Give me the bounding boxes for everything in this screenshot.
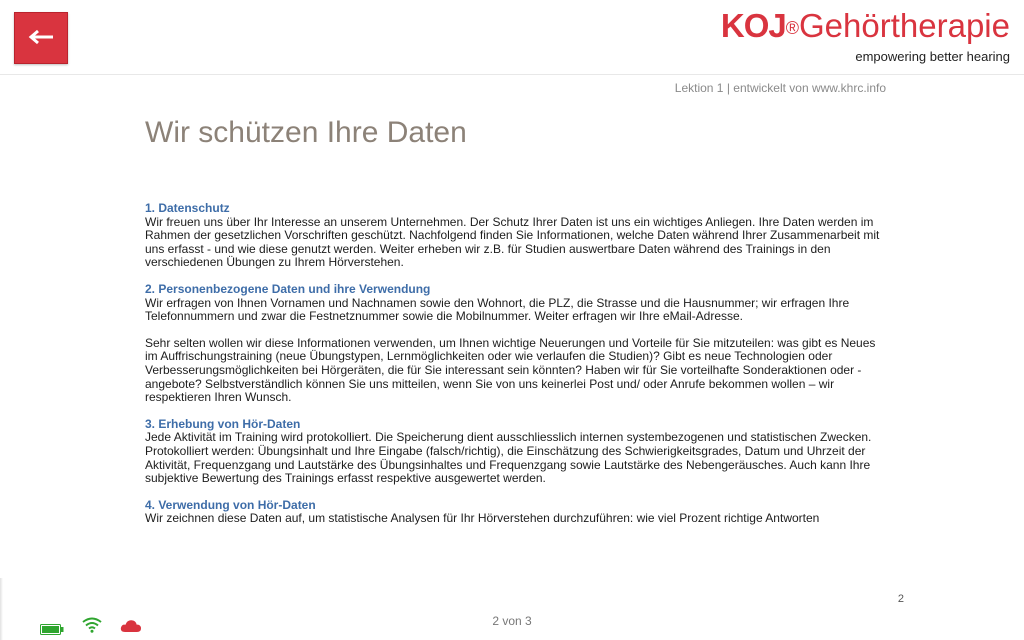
logo-brand: KOJ — [720, 7, 786, 44]
section-verwendung-hoer-daten — [145, 499, 885, 526]
section-title: 3. Erhebung von Hör-Daten — [145, 416, 301, 431]
section-paragraph: Wir freuen uns über Ihr Interesse an unserem Unternehmen. Der Schutz Ihrer Daten ist uns ein wichtiges Anliegen. Ihre Daten werden im Rahmen der gesetzlichen Vorschriften geschützt. Nachfolgend finden Sie Informationen, welche Daten während Ihrer Zusammenarbeit mit uns erfasst - und wie diese genutzt werden. Weiter erheben wir z.B. für Studien auswertbare Daten während des Trainings in den verschiedenen Übungen zu Ihrem Hörverstehen. — [145, 214, 880, 270]
page-indicator: 2 von 3 — [492, 614, 532, 628]
section-title: 1. Datenschutz — [145, 202, 230, 215]
lesson-info: Lektion 1 | entwickelt von www.khrc.info — [674, 81, 886, 95]
section-paragraph: Wir zeichnen diese Daten auf, um statistische Analysen für Ihr Hörverstehen durchzuführen: wie viel Prozent richtige Antworten — [145, 511, 820, 526]
wifi-icon — [82, 617, 102, 638]
section-paragraph: Sehr selten wollen wir diese Informationen verwenden, um Ihnen wichtige Neuerungen und Vorteile für Sie mitzuteilen: was gibt es Neues im Auffrischungstraining (neue Übungstypen, Lernmöglichkeiten oder wie verlaufen die Studien)? Gibt es neue Technologien oder Verbesserungsmöglichkeiten bei Hörgeräten, die für Sie interessant sein könnten? Haben wir für Sie vorteilhafte Sonderaktionen oder -angebote? Selbstverständlich können Sie uns mitteilen, wenn Sie von uns keinerlei Post und/ oder Anrufe bekommen wollen – wir respektieren Ihren Wunsch. — [145, 335, 876, 405]
page-number: 2 — [897, 593, 904, 605]
edge-shadow — [0, 578, 3, 640]
back-button[interactable] — [14, 12, 68, 64]
battery-icon — [40, 622, 64, 640]
section-paragraph: Jede Aktivität im Training wird protokolliert. Die Speicherung dient ausschliesslich internen systembezogenen und statistischen Zwecken. Protokolliert werden: Übungsinhalt und Ihre Eingabe (falsch/richtig), die Einschätzung des Schwierigkeitsgrades, Datum und Uhrzeit der Aktivität, Frequenzgang und Lautstärke des Übungsinhaltes und Frequenzgang sowie Lautstärke des Nebengeräusches. Auch kann Ihre subjektive Bewertung des Trainings erfasst respektive ausgewertet werden. — [145, 430, 872, 486]
content-area[interactable] — [145, 202, 885, 532]
brand-logo — [680, 4, 1010, 68]
section-title: 4. Verwendung von Hör-Daten — [145, 497, 316, 512]
section-erhebung-hoer-daten — [145, 418, 885, 486]
section-paragraph: Wir erfragen von Ihnen Vornamen und Nachnamen sowie den Wohnort, die PLZ, die Strasse und die Hausnummer; wir erfragen Ihre Telefonnummern und zwar die Festnetznummer sowie die Mobilnummer. Weiter erfragen wir Ihre eMail-Adresse. — [145, 295, 850, 324]
logo-tagline: empowering better hearing — [855, 49, 1010, 64]
section-personenbezogene-daten — [145, 283, 885, 405]
logo-product: Gehörtherapie — [799, 7, 1010, 44]
section-title: 2. Personenbezogene Daten und ihre Verwendung — [145, 281, 431, 296]
header-bar — [0, 0, 1024, 75]
logo-registered-mark: ® — [785, 18, 800, 38]
page-title: Wir schützen Ihre Daten — [145, 116, 467, 149]
cloud-icon — [120, 619, 142, 638]
section-datenschutz — [145, 202, 885, 270]
arrow-left-icon — [28, 29, 54, 45]
